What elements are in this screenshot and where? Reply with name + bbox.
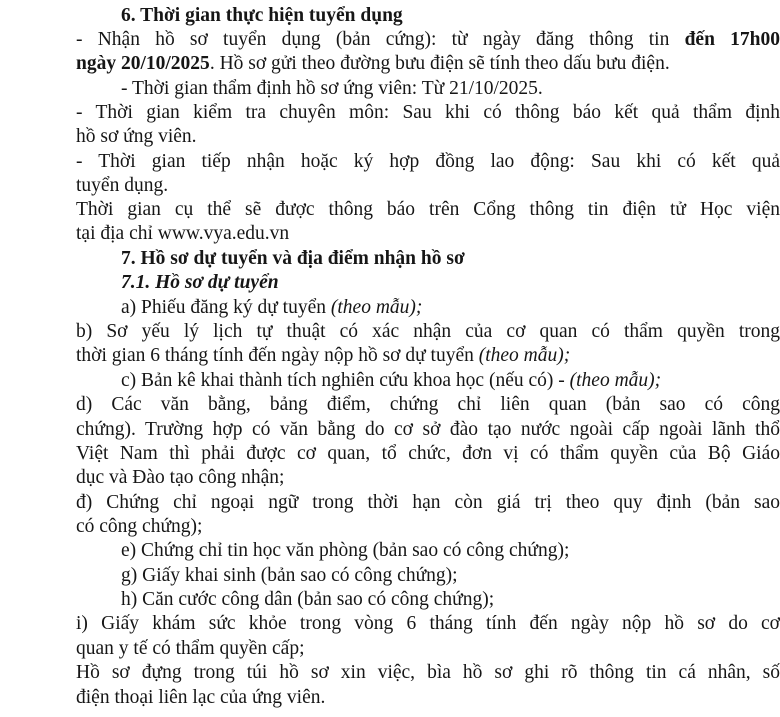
item-c-text: c) Bản kê khai thành tích nghiên cứu khoa học (nếu có) -	[121, 370, 570, 391]
item-d-line-3: Việt Nam thì phải được cơ quan, tổ chức, đơn vị có thẩm quyền của Bộ Giáo	[76, 443, 780, 464]
section-7-heading: 7. Hồ sơ dự tuyển và địa điểm nhận hồ sơ	[121, 248, 465, 269]
section-6-receive-line-2	[76, 52, 670, 76]
section-7-1-heading: 7.1. Hồ sơ dự tuyển	[121, 272, 279, 293]
receive-postal-text: . Hồ sơ gửi theo đường bưu điện sẽ tính theo dấu bưu điện.	[209, 53, 670, 74]
item-c	[121, 369, 661, 393]
closing-line-1: Hồ sơ đựng trong túi hồ sơ xin việc, bìa hồ sơ ghi rõ thông tin cá nhân, số	[76, 662, 780, 683]
item-d-line-1: d) Các văn bằng, bảng điểm, chứng chỉ liên quan (bản sao có công	[76, 394, 780, 415]
item-b-text: thời gian 6 tháng tính đến ngày nộp hồ sơ dự tuyển	[76, 345, 479, 366]
item-i-line-2: quan y tế có thẩm quyền cấp;	[76, 638, 305, 659]
section-6-portal-line-1: Thời gian cụ thể sẽ được thông báo trên Cổng thông tin điện tử Học viện	[76, 199, 780, 220]
item-a	[121, 296, 422, 320]
section-6-exam-line-2: hồ sơ ứng viên.	[76, 126, 197, 147]
section-6-exam-line-1: - Thời gian kiểm tra chuyên môn: Sau khi có thông báo kết quả thẩm định	[76, 102, 780, 123]
section-6-contract-line-1: - Thời gian tiếp nhận hoặc ký hợp đồng lao động: Sau khi có kết quả	[76, 151, 780, 172]
item-g: g) Giấy khai sinh (bản sao có công chứng);	[121, 565, 458, 586]
item-b-note: (theo mẫu);	[478, 345, 571, 366]
item-d-line-2: chứng). Trường hợp có văn bằng do cơ sở đào tạo nước ngoài cấp ngoài lãnh thổ	[76, 419, 780, 440]
item-a-note: (theo mẫu);	[330, 297, 423, 318]
item-a-text: a) Phiếu đăng ký dự tuyển	[121, 297, 331, 318]
section-6-contract-line-2: tuyển dụng.	[76, 175, 169, 196]
receive-deadline-bold: đến 17h00	[684, 29, 780, 50]
item-dd-line-2: có công chứng);	[76, 516, 203, 537]
closing-line-2: điện thoại liên lạc của ứng viên.	[76, 687, 326, 708]
item-b-line-1: b) Sơ yếu lý lịch tự thuật có xác nhận của cơ quan có thẩm quyền trong	[76, 321, 780, 342]
item-e: e) Chứng chỉ tin học văn phòng (bản sao có công chứng);	[121, 540, 570, 561]
section-6-receive-line-1	[76, 28, 780, 52]
section-6-portal-line-2: tại địa chỉ www.vya.edu.vn	[76, 223, 290, 244]
item-dd-line-1: đ) Chứng chỉ ngoại ngữ trong thời hạn còn giá trị theo quy định (bản sao	[76, 492, 780, 513]
item-b-line-2	[76, 344, 570, 368]
item-i-line-1: i) Giấy khám sức khỏe trong vòng 6 tháng tính đến ngày nộp hồ sơ do cơ	[76, 613, 780, 634]
item-c-note: (theo mẫu);	[569, 370, 662, 391]
item-d-line-4: dục và Đào tạo công nhận;	[76, 467, 285, 488]
section-6-heading: 6. Thời gian thực hiện tuyển dụng	[121, 5, 403, 26]
item-h: h) Căn cước công dân (bản sao có công chứng);	[121, 589, 495, 610]
receive-text: - Nhận hồ sơ tuyển dụng (bản cứng): từ ngày đăng thông tin	[76, 29, 685, 50]
receive-date-bold: ngày 20/10/2025	[76, 53, 210, 74]
section-6-review: - Thời gian thẩm định hồ sơ ứng viên: Từ 21/10/2025.	[121, 78, 543, 99]
